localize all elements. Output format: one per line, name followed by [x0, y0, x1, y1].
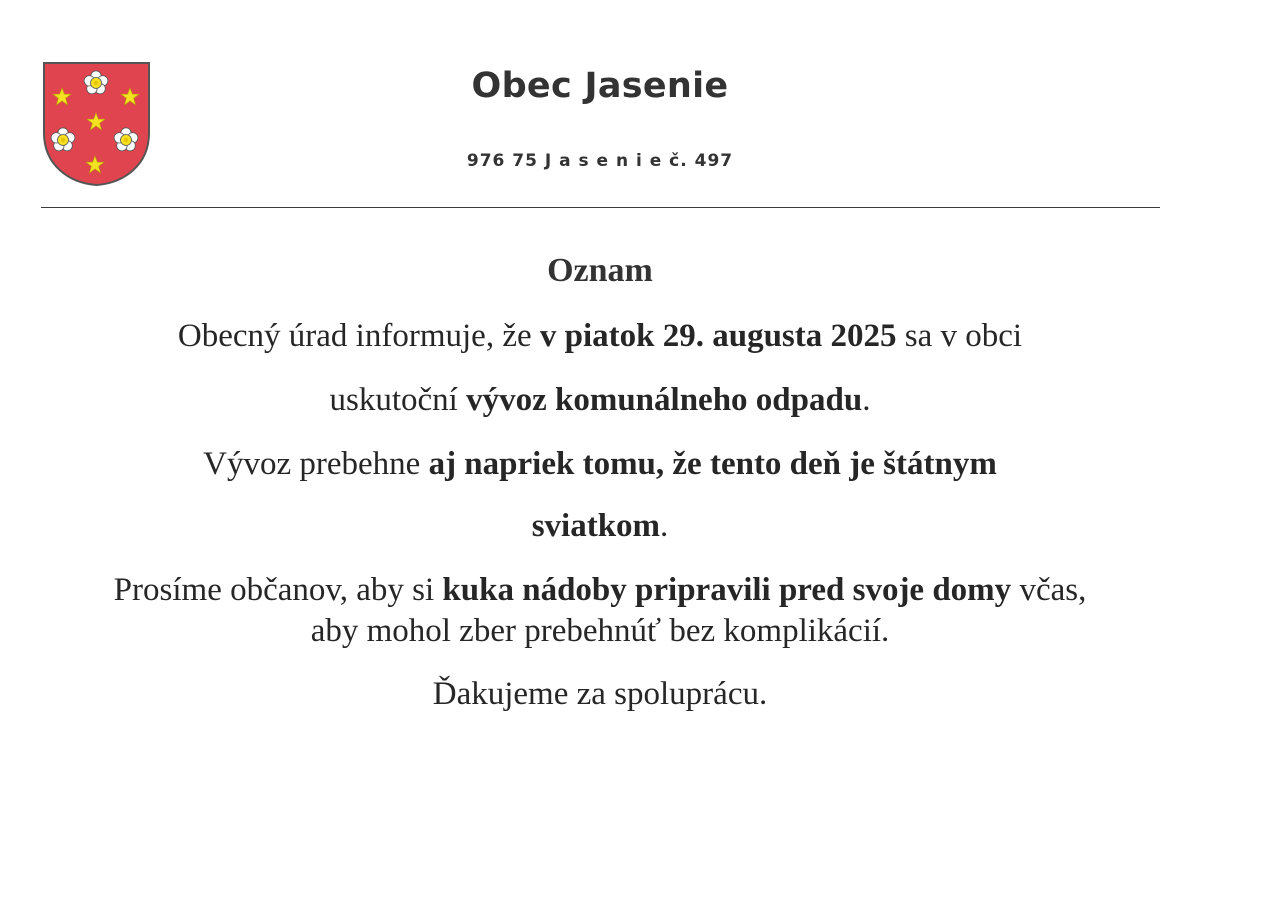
- municipality-name: Obec Jasenie: [471, 66, 729, 106]
- notice-line-5: [0, 572, 1200, 609]
- notice-closing: [0, 676, 1200, 713]
- bold-holiday-word: sviatkom: [531, 508, 661, 544]
- text-span: .: [660, 508, 669, 544]
- notice-title: Oznam: [547, 252, 653, 289]
- notice-line-6: [0, 613, 1200, 650]
- text-span: Prosíme občanov, aby si: [113, 572, 443, 608]
- bold-subject: vývoz komunálneho odpadu: [466, 382, 863, 418]
- header-divider: [41, 207, 1160, 208]
- text-span: Ďakujeme za spoluprácu.: [432, 676, 768, 712]
- text-span: aby mohol zber prebehnúť bez komplikácií.: [310, 613, 890, 649]
- text-span: sa v obci: [896, 318, 1023, 354]
- text-span: Obecný úrad informuje, že: [177, 318, 540, 354]
- bold-holiday-note: aj napriek tomu, že tento deň je štátnym: [428, 446, 997, 482]
- bold-request: kuka nádoby pripravili pred svoje domy: [442, 572, 1012, 608]
- notice-line-2: [0, 382, 1200, 419]
- notice-line-1: [0, 318, 1200, 355]
- text-span: včas,: [1011, 572, 1087, 608]
- text-span: .: [862, 382, 871, 418]
- municipality-address: 976 75 J a s e n i e č. 497: [466, 151, 734, 171]
- text-span: uskutoční: [329, 382, 467, 418]
- notice-line-4: [0, 508, 1200, 545]
- notice-line-3: [0, 446, 1200, 483]
- bold-date: v piatok 29. augusta 2025: [539, 318, 897, 354]
- text-span: Vývoz prebehne: [203, 446, 429, 482]
